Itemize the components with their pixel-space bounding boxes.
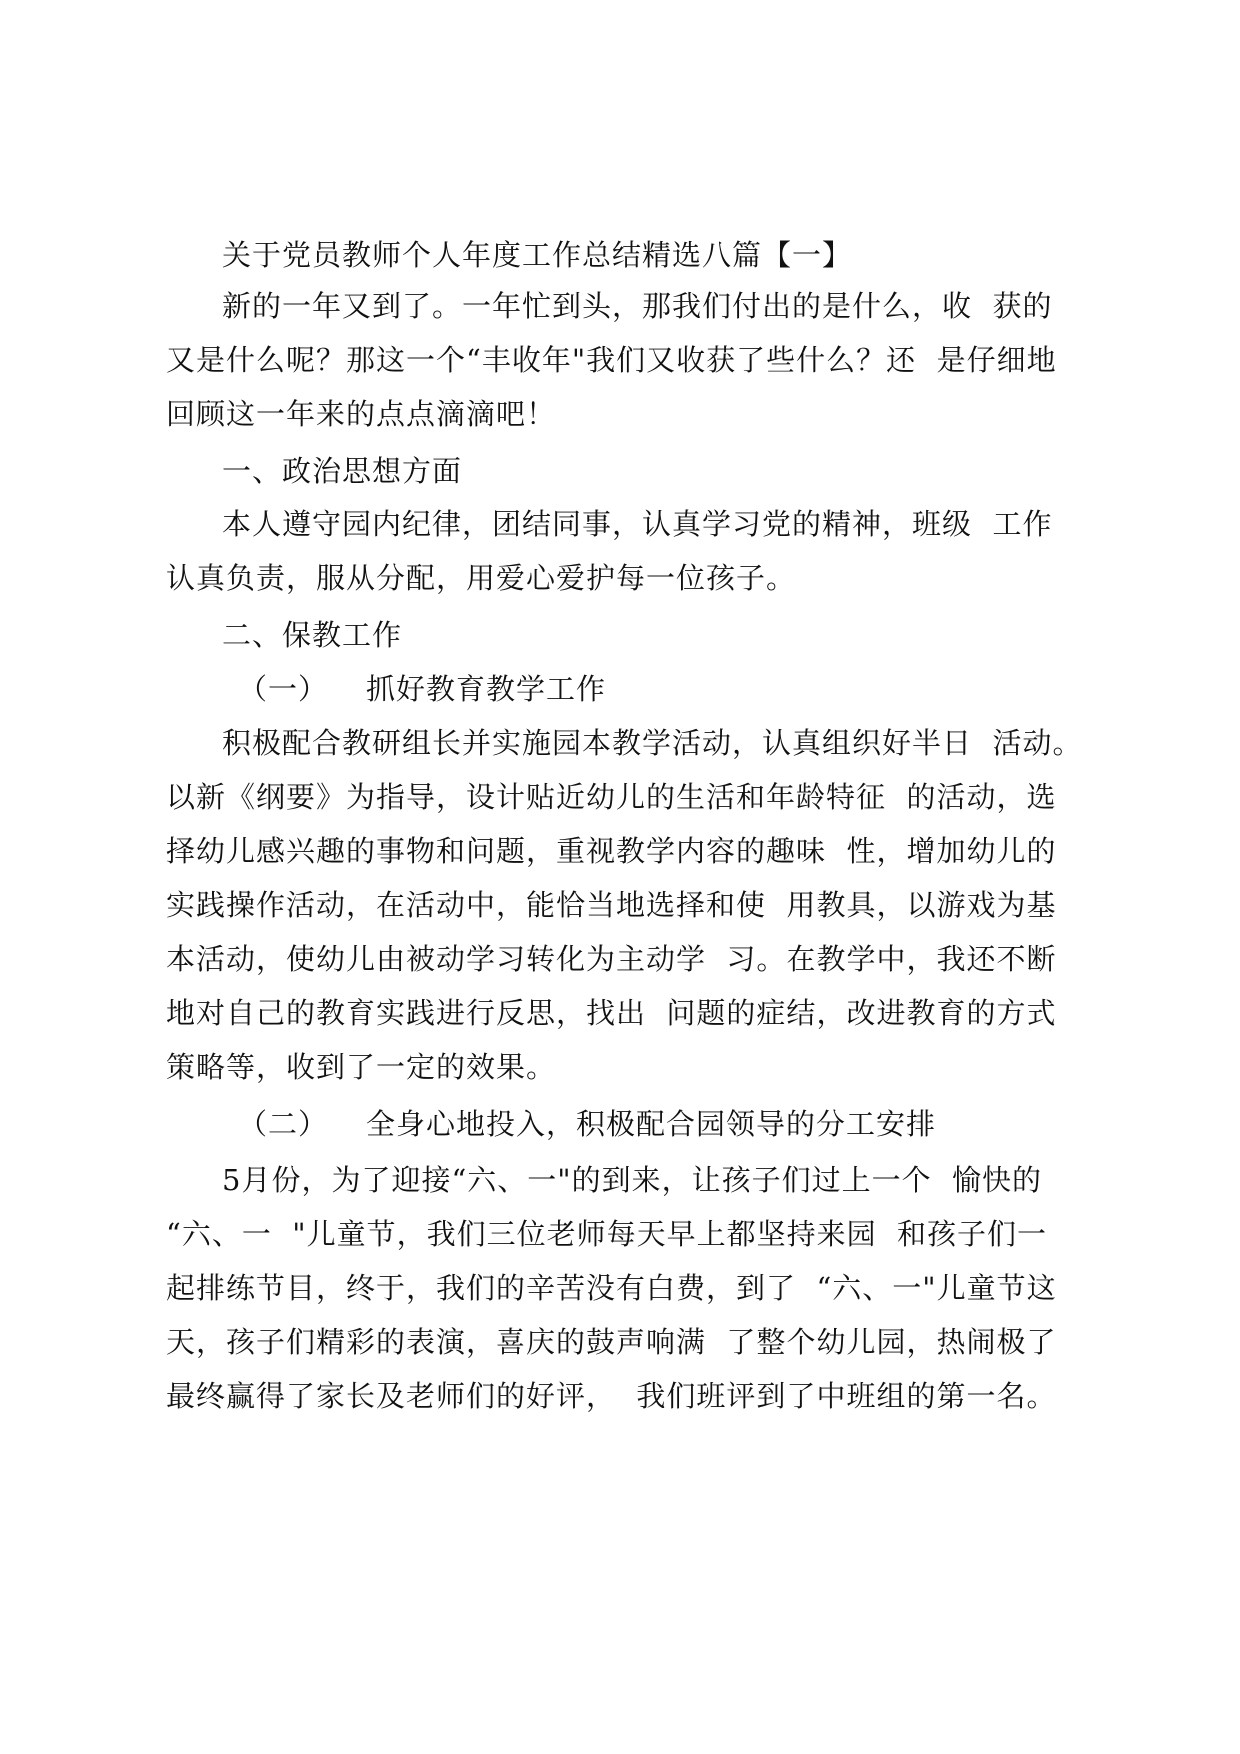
section-heading-politics: 一、政治思想方面 xyxy=(222,454,463,488)
body-line: 起排练节目，终于，我们的辛苦没有白费，到了 “六、一"儿童节这 xyxy=(166,1271,1057,1305)
body-line: 天，孩子们精彩的表演，喜庆的鼓声响满 了整个幼儿园，热闹极了 xyxy=(166,1325,1057,1359)
body-line: 认真负责，服从分配，用爱心爱护每一位孩子。 xyxy=(166,561,797,595)
body-line: 最终赢得了家长及老师们的好评， 我们班评到了中班组的第一名。 xyxy=(166,1379,1057,1413)
body-line: 策略等，收到了一定的效果。 xyxy=(166,1050,557,1084)
subsection-number: （二） xyxy=(238,1107,329,1141)
body-line: 实践操作活动，在活动中，能恰当地选择和使 用教具，以游戏为基 xyxy=(166,888,1057,922)
subsection-title: 全身心地投入，积极配合园领导的分工安排 xyxy=(366,1107,937,1141)
body-line: 积极配合教研组长并实施园本教学活动，认真组织好半日 活动。 xyxy=(222,726,1083,760)
intro-line: 新的一年又到了。一年忙到头，那我们付出的是什么，收 获的 xyxy=(222,289,1053,323)
subsection-title: 抓好教育教学工作 xyxy=(366,672,607,706)
body-line: “六、一 "儿童节，我们三位老师每天早上都坚持来园 和孩子们一 xyxy=(166,1217,1048,1251)
subsection-number: （一） xyxy=(238,672,329,706)
intro-line: 回顾这一年来的点点滴滴吧！ xyxy=(166,397,557,431)
body-line: 以新《纲要》为指导，设计贴近幼儿的生活和年龄特征 的活动，选 xyxy=(166,780,1057,814)
document-title: 关于党员教师个人年度工作总结精选八篇【一】 xyxy=(222,238,853,272)
body-line: 本活动，使幼儿由被动学习转化为主动学 习。在教学中，我还不断 xyxy=(166,942,1057,976)
body-line: 5月份，为了迎接“六、一"的到来，让孩子们过上一个 愉快的 xyxy=(222,1163,1043,1197)
body-line: 择幼儿感兴趣的事物和问题，重视教学内容的趣味 性，增加幼儿的 xyxy=(166,834,1057,868)
body-line: 本人遵守园内纪律，团结同事，认真学习党的精神，班级 工作 xyxy=(222,507,1053,541)
intro-line: 又是什么呢？那这一个“丰收年"我们又收获了些什么？还 是仔细地 xyxy=(166,343,1057,377)
body-line: 地对自己的教育实践进行反思，找出 问题的症结，改进教育的方式 xyxy=(166,996,1057,1030)
section-heading-teaching: 二、保教工作 xyxy=(222,618,403,652)
